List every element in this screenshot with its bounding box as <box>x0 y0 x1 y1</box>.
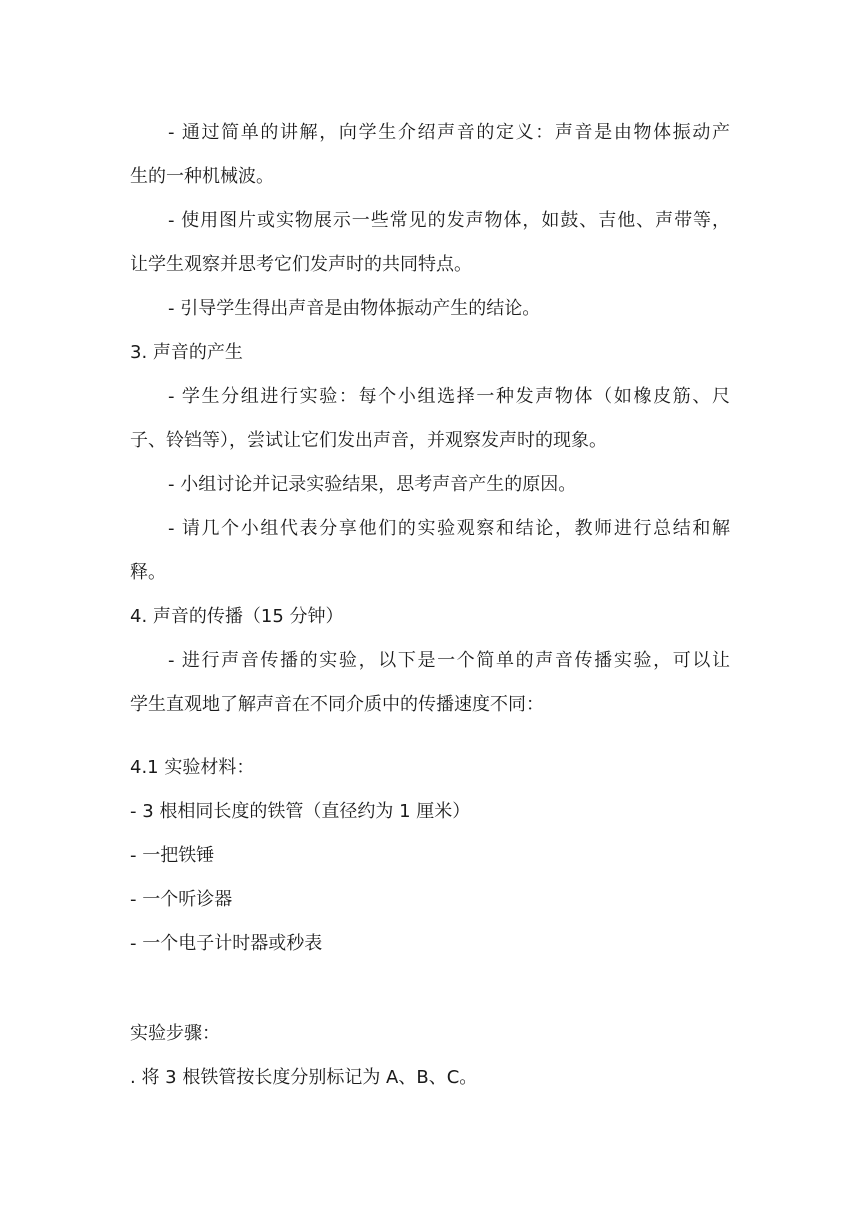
subsection-heading: 4.1 实验材料： <box>130 757 255 778</box>
subsection-heading: 实验步骤： <box>130 1023 220 1044</box>
text-line: - 小组讨论并记录实验结果，思考声音产生的原因。 <box>168 474 577 495</box>
list-item: - 一个听诊器 <box>130 889 233 910</box>
text-line: - 使用图片或实物展示一些常见的发声物体，如鼓、吉他、声带等， <box>168 210 730 231</box>
text-line: - 进行声音传播的实验，以下是一个简单的声音传播实验，可以让 <box>168 650 730 671</box>
text-line: - 学生分组进行实验：每个小组选择一种发声物体（如橡皮筋、尺 <box>168 386 730 407</box>
text-line: 释。 <box>130 562 166 583</box>
text-line: 让学生观察并思考它们发声时的共同特点。 <box>130 254 472 275</box>
section-heading: 4. 声音的传播（15 分钟） <box>130 606 344 627</box>
list-item: - 3 根相同长度的铁管（直径约为 1 厘米） <box>130 801 471 822</box>
section-heading: 3. 声音的产生 <box>130 342 243 363</box>
text-line: 学生直观地了解声音在不同介质中的传播速度不同： <box>130 694 544 715</box>
list-item: . 将 3 根铁管按长度分别标记为 A、B、C。 <box>130 1067 478 1088</box>
text-line: - 通过简单的讲解，向学生介绍声音的定义：声音是由物体振动产 <box>168 122 730 143</box>
text-line: 生的一种机械波。 <box>130 166 274 187</box>
list-item: - 一把铁锤 <box>130 845 215 866</box>
text-line: - 引导学生得出声音是由物体振动产生的结论。 <box>168 298 541 319</box>
text-line: - 请几个小组代表分享他们的实验观察和结论，教师进行总结和解 <box>168 518 730 539</box>
text-line: 子、铃铛等），尝试让它们发出声音，并观察发声时的现象。 <box>130 430 607 451</box>
list-item: - 一个电子计时器或秒表 <box>130 933 323 954</box>
